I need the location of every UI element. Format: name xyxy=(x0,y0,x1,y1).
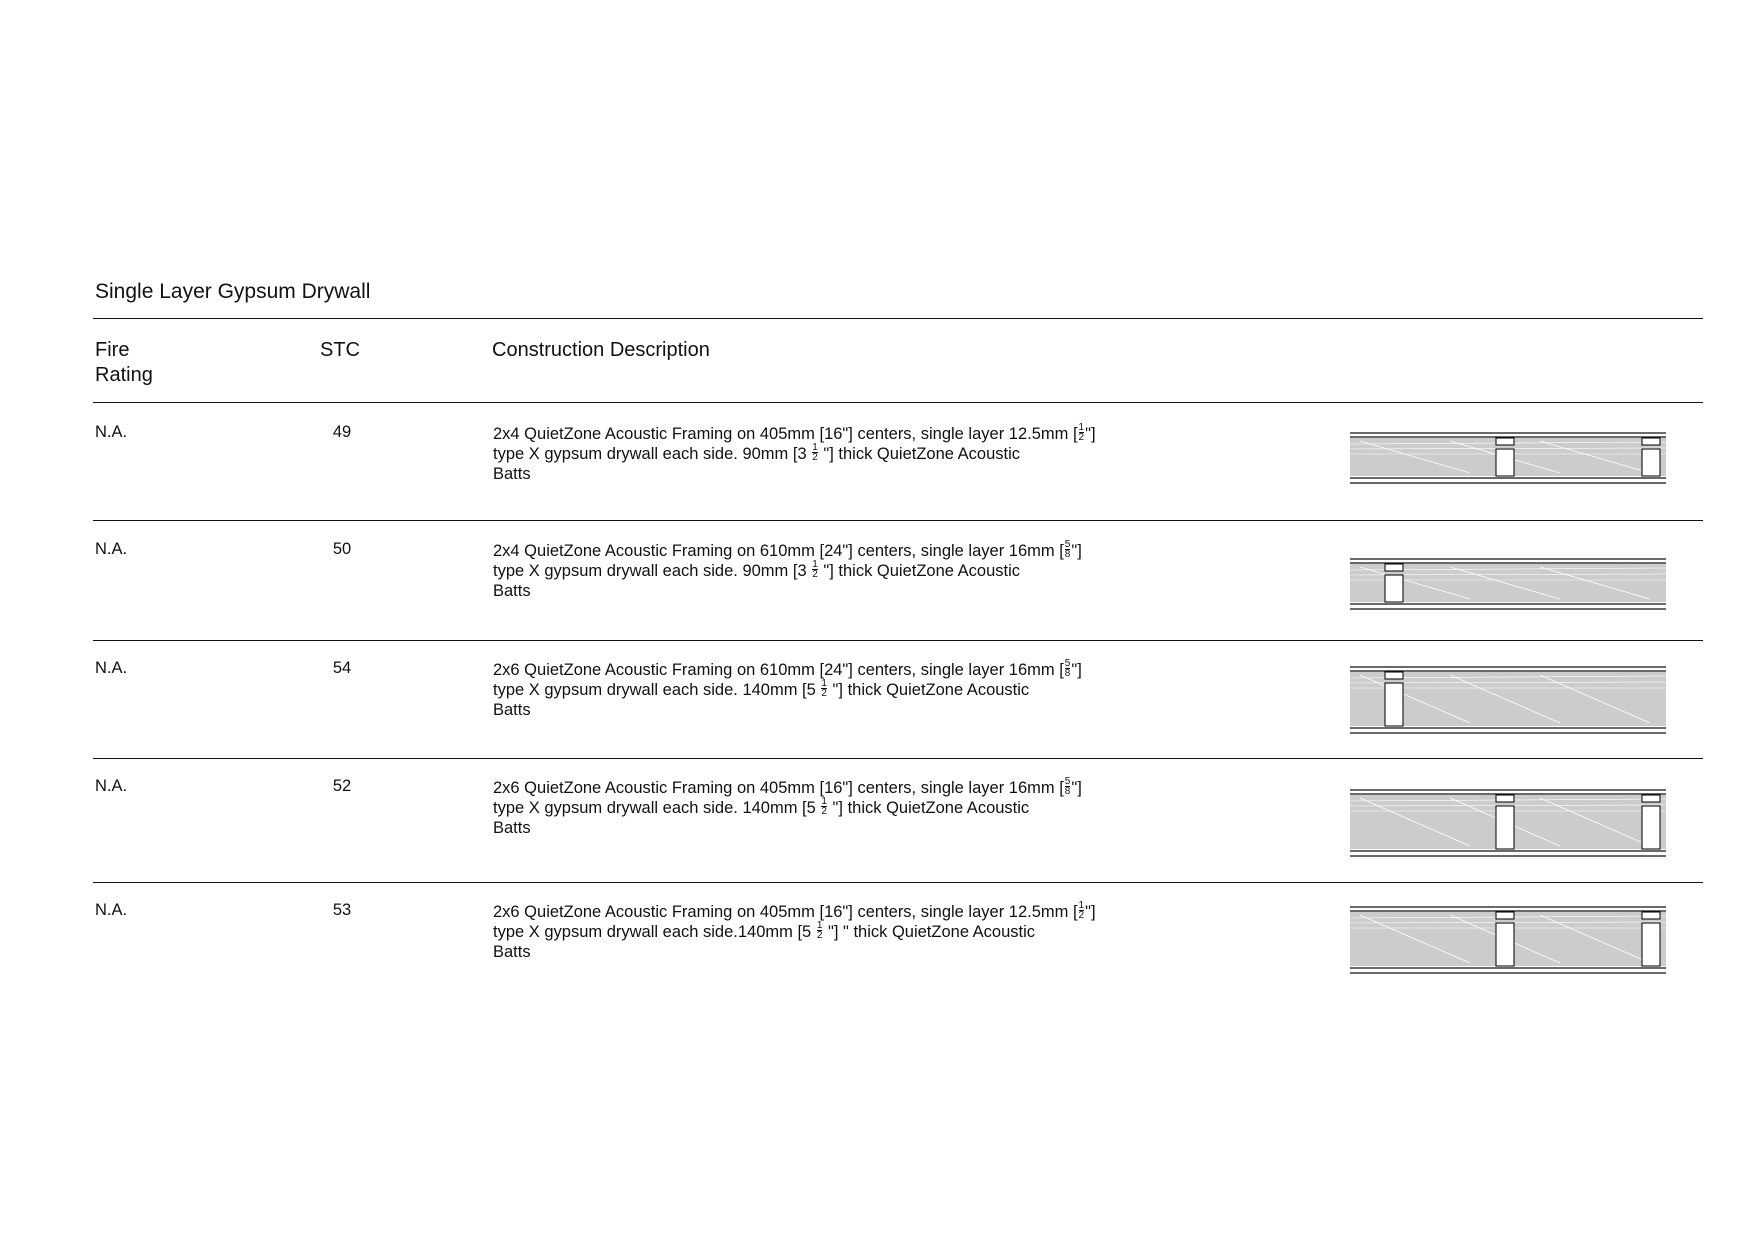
stud xyxy=(1385,575,1403,602)
wall-section-diagram xyxy=(1350,558,1666,610)
construction-description xyxy=(493,902,1096,962)
fraction xyxy=(1079,901,1085,920)
header-top-rule xyxy=(93,318,1703,319)
description-text: "] thick QuietZone Acoustic xyxy=(827,681,1030,700)
description-text: 2x4 QuietZone Acoustic Framing on 610mm [24"] centers, single layer 16mm [ xyxy=(493,542,1064,560)
description-line xyxy=(493,680,1082,700)
stud-cap xyxy=(1642,438,1660,445)
description-line xyxy=(493,902,1096,922)
fire-rating-cell: N.A. xyxy=(95,540,128,558)
description-text: "] xyxy=(1071,779,1082,797)
stud-cap xyxy=(1496,795,1514,802)
stc-cell: 49 xyxy=(332,423,352,441)
section-title: Single Layer Gypsum Drywall xyxy=(95,280,371,303)
row-divider xyxy=(93,520,1703,521)
fraction-numerator: 1 xyxy=(821,796,827,808)
description-text: type X gypsum drywall each side. 140mm [5 xyxy=(493,799,821,818)
description-line xyxy=(493,922,1096,942)
stc-cell: 54 xyxy=(332,659,352,677)
description-text: 2x6 QuietZone Acoustic Framing on 405mm [16"] centers, single layer 12.5mm [ xyxy=(493,903,1078,921)
wall-section-diagram xyxy=(1350,789,1666,857)
header-stc: STC xyxy=(320,339,360,361)
fraction-denominator: 8 xyxy=(1064,668,1071,680)
fraction xyxy=(812,443,818,462)
fire-rating-cell: N.A. xyxy=(95,659,128,677)
row-divider xyxy=(93,882,1703,883)
description-text: type X gypsum drywall each side.140mm [5 xyxy=(493,923,816,942)
stud xyxy=(1642,923,1660,966)
header-fire-rating-line2: Rating xyxy=(95,364,153,386)
fraction-numerator: 1 xyxy=(1078,900,1085,912)
wall-section-diagram xyxy=(1350,432,1666,484)
construction-description xyxy=(493,541,1082,601)
stud xyxy=(1642,449,1660,476)
stud xyxy=(1642,806,1660,849)
description-line xyxy=(493,424,1096,444)
description-text: 2x6 QuietZone Acoustic Framing on 405mm [16"] centers, single layer 16mm [ xyxy=(493,779,1064,797)
description-line: Batts xyxy=(493,465,531,484)
description-text: "] xyxy=(1071,542,1082,560)
description-line xyxy=(493,778,1082,798)
row-divider xyxy=(93,640,1703,641)
fraction-numerator: 1 xyxy=(812,442,818,454)
fraction xyxy=(821,797,827,816)
fraction-denominator: 8 xyxy=(1064,786,1071,798)
fraction xyxy=(1065,659,1071,678)
description-text: 2x4 QuietZone Acoustic Framing on 405mm [16"] centers, single layer 12.5mm [ xyxy=(493,425,1078,443)
stud-cap xyxy=(1642,912,1660,919)
stud-cap xyxy=(1385,564,1403,571)
fire-rating-cell: N.A. xyxy=(95,901,128,919)
stud xyxy=(1385,683,1403,726)
stud xyxy=(1496,806,1514,849)
description-text: "] thick QuietZone Acoustic xyxy=(818,445,1020,464)
fraction xyxy=(1065,777,1071,796)
fire-rating-cell: N.A. xyxy=(95,423,128,441)
fire-rating-cell: N.A. xyxy=(95,777,128,795)
description-text: "] xyxy=(1085,903,1096,921)
description-line xyxy=(493,561,1082,581)
fraction xyxy=(812,560,818,579)
description-text: "] thick QuietZone Acoustic xyxy=(827,799,1030,818)
fraction-denominator: 2 xyxy=(812,452,818,464)
description-text: type X gypsum drywall each side. 90mm [3 xyxy=(493,445,812,464)
fraction xyxy=(821,679,827,698)
description-text: "] xyxy=(1085,425,1096,443)
fraction xyxy=(817,921,823,940)
fraction-denominator: 2 xyxy=(1078,432,1085,444)
stud xyxy=(1496,923,1514,966)
header-fire-rating xyxy=(95,338,153,388)
description-line: Batts xyxy=(493,582,531,601)
stud-cap xyxy=(1385,672,1403,679)
fraction xyxy=(1079,423,1085,442)
description-text: "] thick QuietZone Acoustic xyxy=(818,562,1020,581)
stc-cell: 50 xyxy=(332,540,352,558)
fraction-denominator: 2 xyxy=(816,930,823,942)
header-description: Construction Description xyxy=(492,339,710,361)
description-text: 2x6 QuietZone Acoustic Framing on 610mm [24"] centers, single layer 16mm [ xyxy=(493,661,1064,679)
fraction-numerator: 1 xyxy=(812,559,818,571)
description-line xyxy=(493,444,1096,464)
description-line xyxy=(493,541,1082,561)
fraction-denominator: 2 xyxy=(821,688,827,700)
fraction xyxy=(1065,540,1071,559)
stud-cap xyxy=(1496,438,1514,445)
description-text: "] " thick QuietZone Acoustic xyxy=(823,923,1036,942)
stc-cell: 52 xyxy=(332,777,352,795)
stud-cap xyxy=(1496,912,1514,919)
construction-description xyxy=(493,424,1096,484)
fraction-denominator: 2 xyxy=(812,569,818,581)
wall-section-diagram xyxy=(1350,666,1666,734)
fraction-numerator: 5 xyxy=(1064,776,1071,788)
description-line xyxy=(493,798,1082,818)
construction-description xyxy=(493,660,1082,720)
description-line xyxy=(493,660,1082,680)
description-line: Batts xyxy=(493,701,531,720)
description-text: "] xyxy=(1071,661,1082,679)
fraction-numerator: 1 xyxy=(816,920,823,932)
header-fire-rating-line1: Fire xyxy=(95,339,130,361)
description-text: type X gypsum drywall each side. 140mm [5 xyxy=(493,681,821,700)
fraction-numerator: 1 xyxy=(1078,422,1085,434)
description-line: Batts xyxy=(493,943,531,962)
fraction-denominator: 8 xyxy=(1064,549,1071,561)
row-divider xyxy=(93,758,1703,759)
stud-cap xyxy=(1642,795,1660,802)
header-bottom-rule xyxy=(93,402,1703,403)
fraction-numerator: 1 xyxy=(821,678,827,690)
fraction-denominator: 2 xyxy=(1078,910,1085,922)
fraction-numerator: 5 xyxy=(1064,539,1071,551)
wall-section-diagram xyxy=(1350,906,1666,974)
fraction-numerator: 5 xyxy=(1064,658,1071,670)
description-text: type X gypsum drywall each side. 90mm [3 xyxy=(493,562,812,581)
stud xyxy=(1496,449,1514,476)
construction-description xyxy=(493,778,1082,838)
description-line: Batts xyxy=(493,819,531,838)
fraction-denominator: 2 xyxy=(821,806,827,818)
stc-cell: 53 xyxy=(332,901,352,919)
